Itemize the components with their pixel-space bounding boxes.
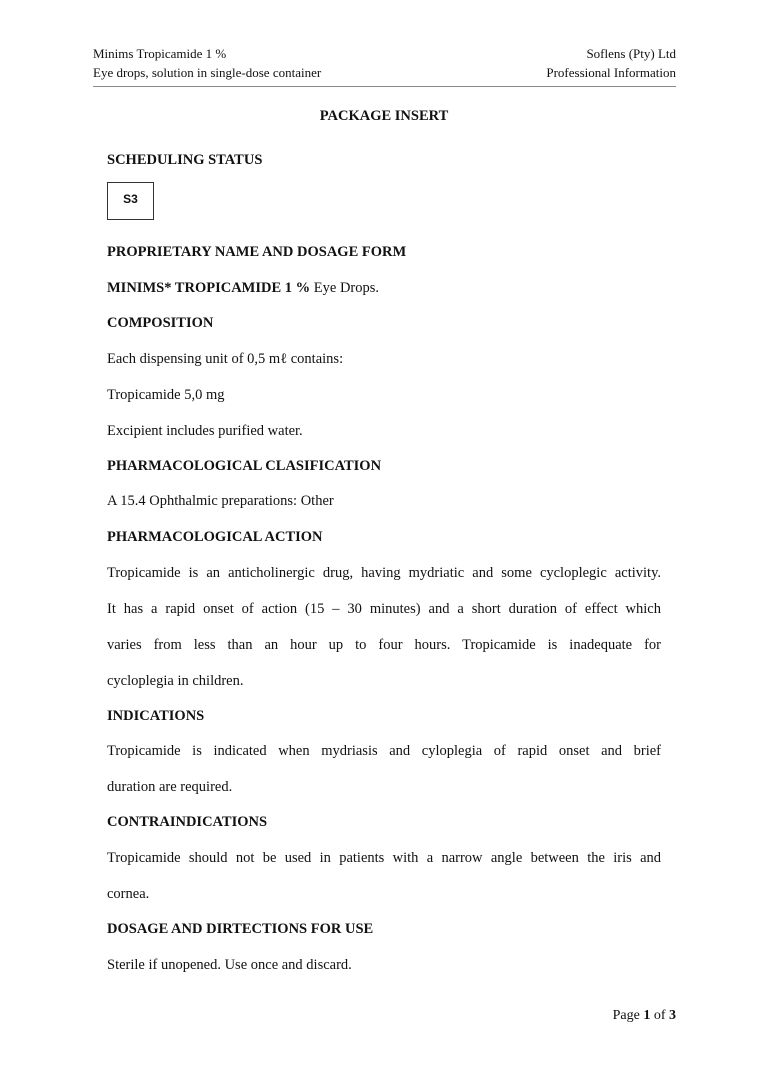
indications-line: duration are required. bbox=[107, 779, 233, 795]
header-company: Soflens (Pty) Ltd bbox=[586, 46, 676, 61]
page-number-current: 1 bbox=[643, 1008, 651, 1023]
composition-line: Each dispensing unit of 0,5 mℓ contains: bbox=[107, 351, 344, 367]
contraindications-heading: CONTRAINDICATIONS bbox=[107, 814, 268, 830]
action-line bbox=[107, 599, 661, 619]
dosage-text: Sterile if unopened. Use once and discard. bbox=[107, 957, 352, 973]
page-number bbox=[613, 1008, 676, 1024]
page-title: PACKAGE INSERT bbox=[319, 108, 449, 124]
product-name-line bbox=[107, 278, 379, 298]
action-heading: PHARMACOLOGICAL ACTION bbox=[107, 529, 323, 545]
page-number-of: of bbox=[650, 1008, 669, 1023]
contraindications-line-text: Tropicamide should not be used in patients with a narrow angle between the iris and bbox=[107, 850, 661, 866]
composition-line: Excipient includes purified water. bbox=[107, 423, 303, 439]
classification-heading: PHARMACOLOGICAL CLASIFICATION bbox=[107, 458, 382, 474]
page-number-total: 3 bbox=[669, 1008, 676, 1023]
header-doc-type: Professional Information bbox=[546, 65, 676, 80]
scheduling-heading: SCHEDULING STATUS bbox=[107, 152, 263, 168]
contraindications-line: cornea. bbox=[107, 886, 150, 902]
product-form: Eye Drops. bbox=[310, 280, 380, 296]
header-product-name: Minims Tropicamide 1 % bbox=[93, 46, 227, 61]
product-name: MINIMS* TROPICAMIDE 1 % bbox=[107, 280, 311, 296]
action-line: cycloplegia in children. bbox=[107, 673, 244, 689]
indications-line bbox=[107, 741, 661, 761]
header-product-form: Eye drops, solution in single-dose container bbox=[93, 65, 322, 80]
contraindications-line bbox=[107, 848, 661, 868]
action-line-text: It has a rapid onset of action (15 – 30 minutes) and a short duration of effect which bbox=[107, 601, 661, 617]
indications-line-text: Tropicamide is indicated when mydriasis and cyloplegia of rapid onset and brief bbox=[107, 743, 661, 759]
composition-line: Tropicamide 5,0 mg bbox=[107, 387, 225, 403]
indications-heading: INDICATIONS bbox=[107, 708, 205, 724]
schedule-badge: S3 bbox=[107, 182, 154, 220]
page-number-prefix: Page bbox=[612, 1008, 644, 1023]
action-line-text: Tropicamide is an anticholinergic drug, having mydriatic and some cycloplegic activity. bbox=[107, 565, 661, 581]
action-line bbox=[107, 563, 661, 583]
classification-text: A 15.4 Ophthalmic preparations: Other bbox=[107, 493, 334, 509]
dosage-heading: DOSAGE AND DIRTECTIONS FOR USE bbox=[107, 921, 374, 937]
proprietary-heading: PROPRIETARY NAME AND DOSAGE FORM bbox=[107, 244, 407, 260]
action-line-text: varies from less than an hour up to four hours. Tropicamide is inadequate for bbox=[107, 637, 661, 653]
composition-heading: COMPOSITION bbox=[107, 315, 214, 331]
action-line bbox=[107, 635, 661, 655]
page-header bbox=[93, 44, 676, 87]
